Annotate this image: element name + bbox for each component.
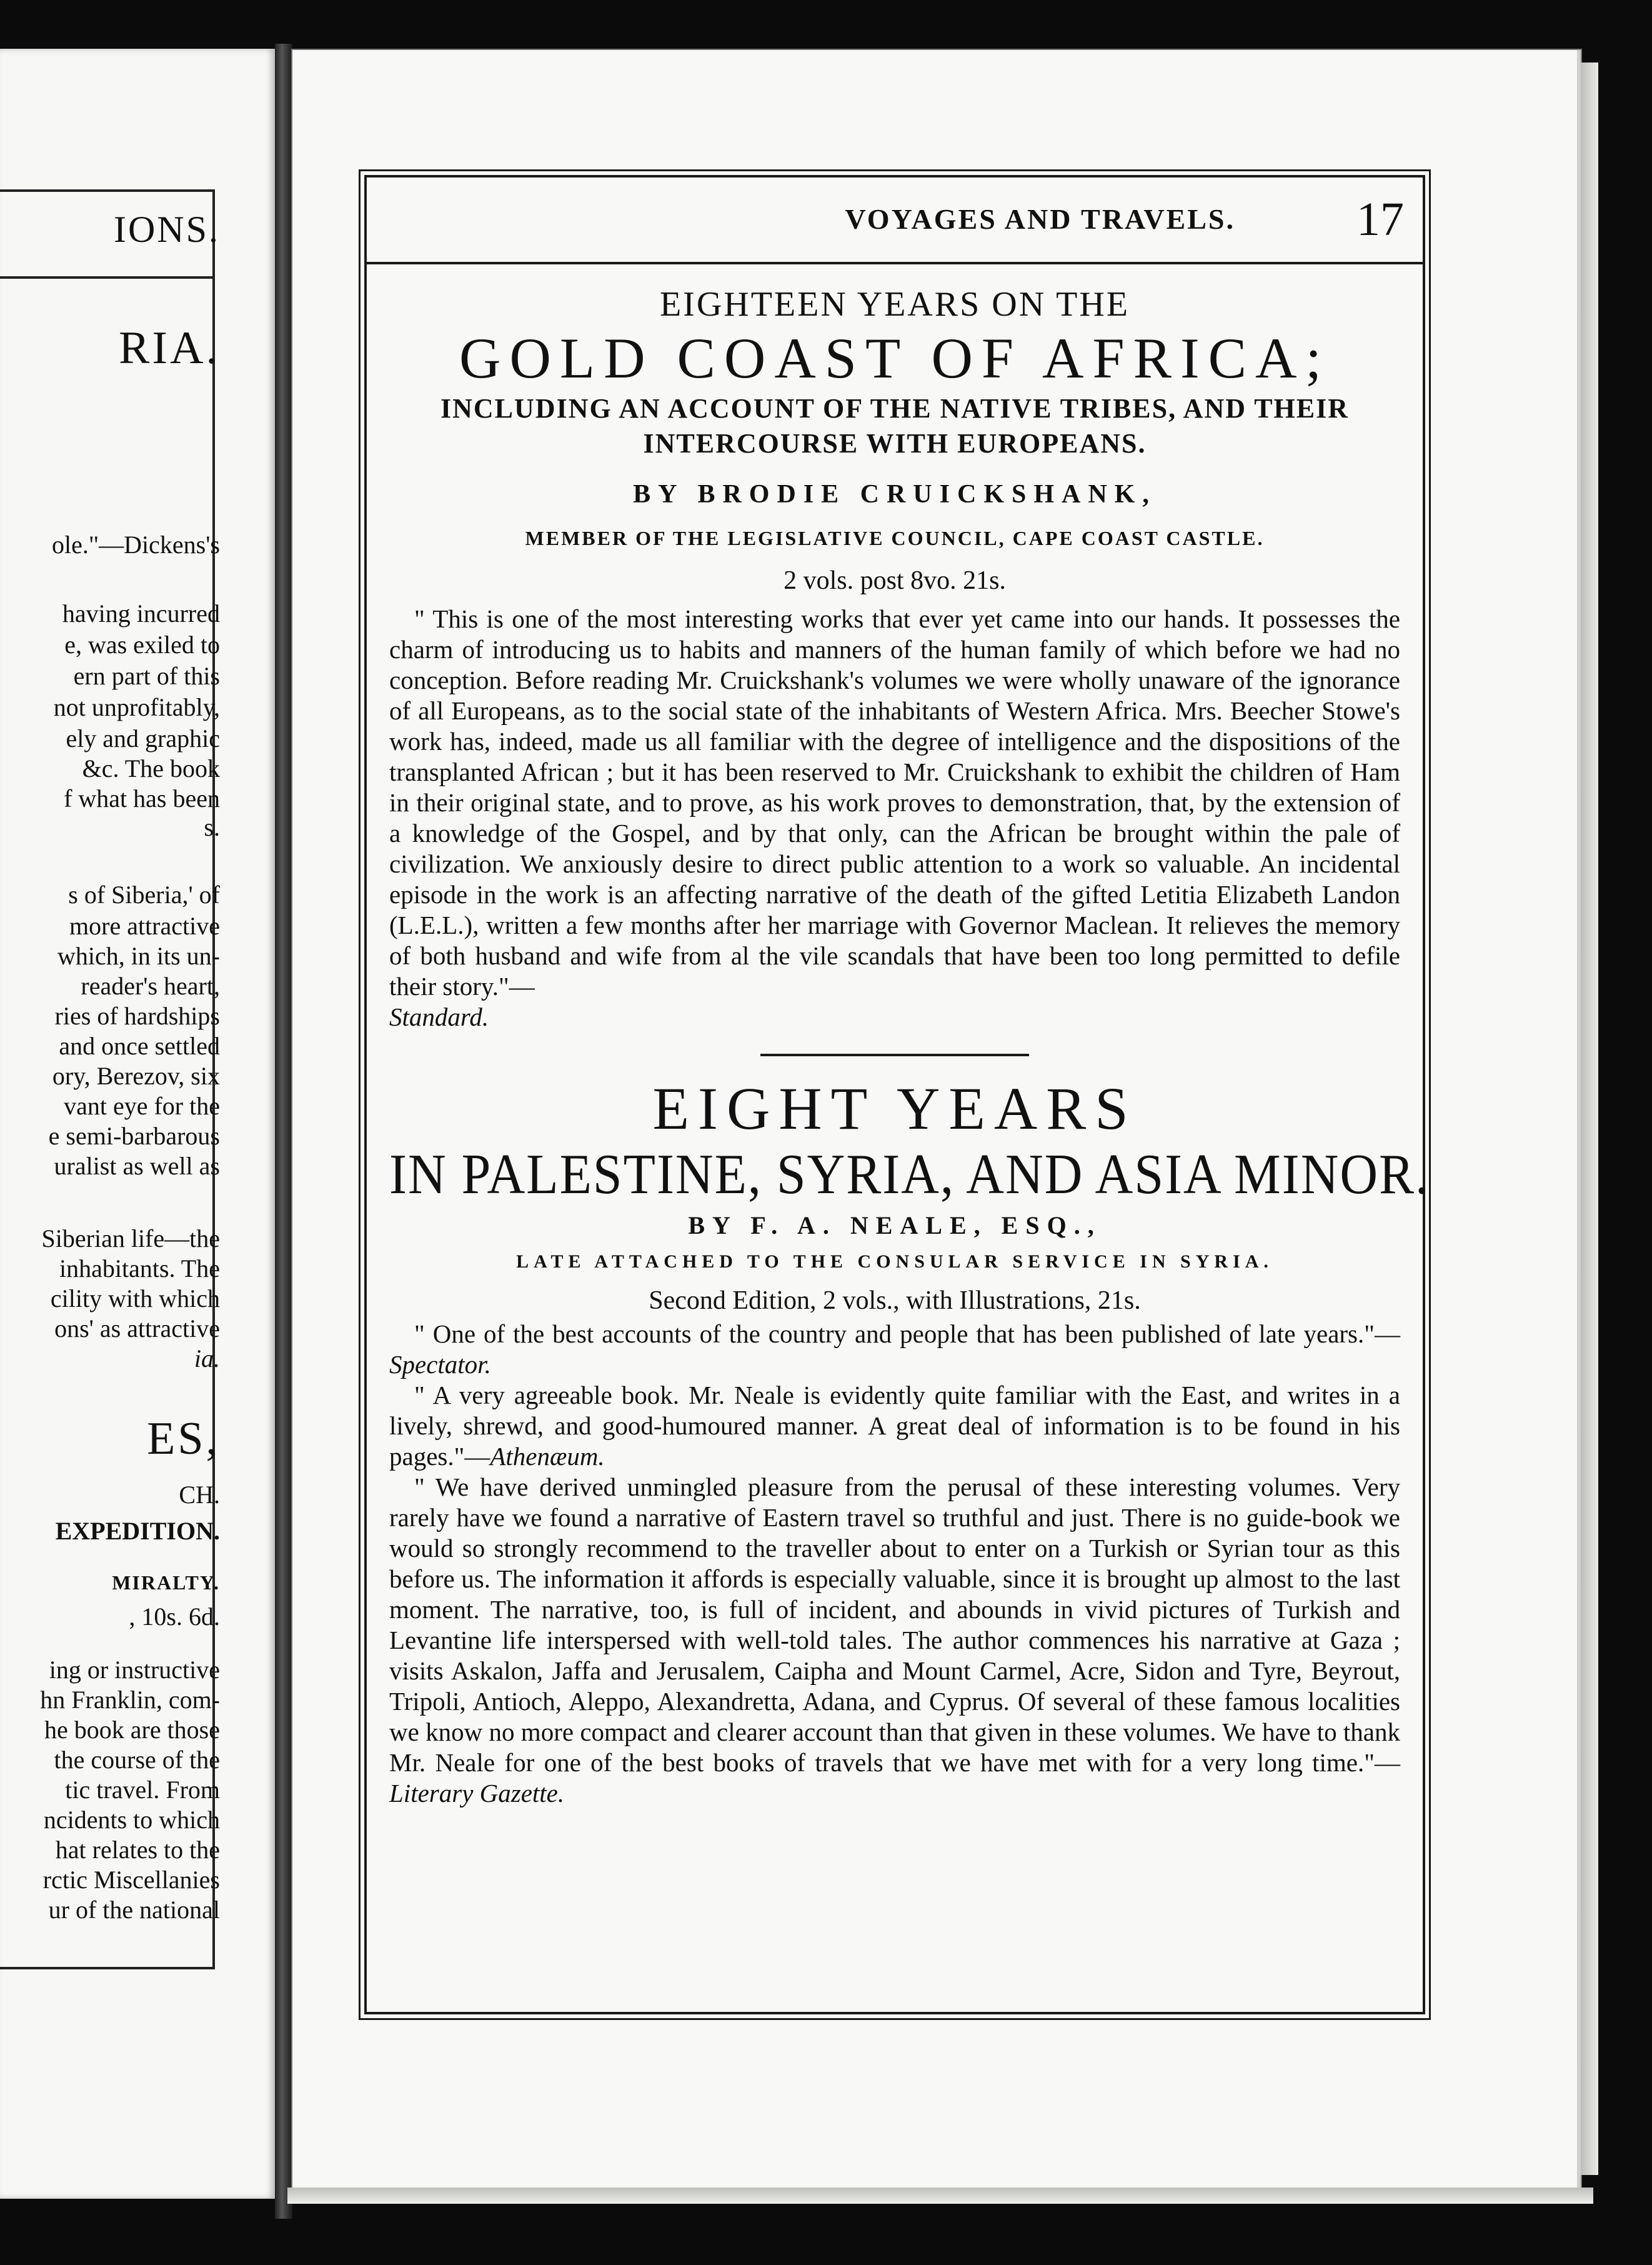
book-gutter [275, 44, 292, 2219]
left-page-line: not unprofitably, [53, 693, 220, 721]
left-page-line: ES, [147, 1413, 220, 1464]
left-page-line: ory, Berezov, six [52, 1062, 220, 1090]
left-page-line: ries of hardships [54, 1002, 220, 1030]
book2-author-role: LATE ATTACHED TO THE CONSULAR SERVICE IN SYRIA. [516, 1251, 1273, 1272]
book1-review-source: Standard. [389, 1002, 489, 1031]
left-page-line: ncidents to which [43, 1806, 220, 1834]
book2-review-3-source: Literary Gazette. [389, 1779, 565, 1808]
left-page-line: which, in its un- [57, 942, 220, 970]
left-page-line: more attractive [69, 912, 220, 940]
left-page-line: ely and graphic [66, 724, 220, 752]
left-page-line: ole."—Dickens's [51, 531, 220, 559]
left-page-line: Siberian life—the [41, 1224, 220, 1252]
section-divider [760, 1054, 1029, 1056]
left-page-line: e, was exiled to [64, 631, 220, 659]
left-page-line: having incurred [62, 599, 220, 628]
book2-review-1 [389, 1319, 1400, 1380]
left-page-line: s. [204, 813, 220, 841]
book2-author: BY F. A. NEALE, ESQ., [688, 1211, 1102, 1239]
left-page-line: inhabitants. The [59, 1254, 220, 1282]
book2-edition: Second Edition, 2 vols., with Illustrations, 21s. [649, 1286, 1141, 1315]
left-page-line: rctic Miscellanies [42, 1866, 220, 1894]
page-number: 17 [1356, 193, 1404, 246]
page-stack-edge [1581, 62, 1598, 2175]
left-page-line: uralist as well as [54, 1152, 220, 1180]
left-page-line: IONS. [113, 209, 220, 250]
left-page-line: f what has been [64, 784, 220, 812]
book1-subtitle-2: INTERCOURSE WITH EUROPEANS. [643, 428, 1147, 459]
left-page-line: hn Franklin, com- [40, 1686, 220, 1714]
book1-edition: 2 vols. post 8vo. 21s. [784, 566, 1006, 595]
book2-review-2 [389, 1380, 1400, 1472]
book1-review [389, 604, 1400, 1032]
book2-title-2: IN PALESTINE, SYRIA, AND ASIA MINOR. [389, 1143, 1430, 1206]
left-facing-page [0, 49, 275, 2199]
book1-author: BY BRODIE CRUICKSHANK, [633, 480, 1157, 509]
left-page-line: tic travel. From [65, 1776, 220, 1804]
right-page [292, 50, 1581, 2191]
running-header [367, 178, 1423, 264]
left-page-line: ons' as attractive [54, 1314, 220, 1342]
page-frame [364, 175, 1430, 2014]
book2-review-2-text: " A very agreeable book. Mr. Neale is evidently quite familiar with the East, and writes in a lively, shrewd, and good-humoured manner. A great deal of information is to be found in his pages."— [389, 1381, 1400, 1471]
left-page-line: and once settled [59, 1032, 220, 1060]
book2-review-2-source: Athenæum. [490, 1442, 605, 1471]
book2-review-1-source: Spectator. [389, 1350, 491, 1379]
left-page-line: ing or instructive [49, 1656, 220, 1684]
book1-author-role: MEMBER OF THE LEGISLATIVE COUNCIL, CAPE COAST CASTLE. [525, 527, 1265, 549]
book1-preface-line: EIGHTEEN YEARS ON THE [659, 285, 1130, 324]
left-page-line: he book are those [44, 1716, 220, 1744]
left-page-line: ern part of this [73, 662, 220, 690]
left-page-line: CH. [179, 1481, 220, 1509]
book2-title-1: EIGHT YEARS [652, 1075, 1137, 1142]
book1-review-text: " This is one of the most interesting works that ever yet came into our hands. It possesses the charm of introducing us to habits and manners of the human family of which before we had no conception. Before reading Mr. Cruickshank's volumes we were wholly unaware of the ignorance of all Europeans, as to the social state of the inhabitants of Western Africa. Mrs. Beecher Stowe's work has, indeed, made us all familiar with the degree of intelligence and the dispositions of the transplanted African ; but it has been reserved to Mr. Cruickshank to exhibit the children of Ham in their original state, and to prove, as his work proves to demonstration, that, by the extension of a knowledge of the Gospel, and by that only, can the African be brought within the pale of civilization. We anxiously desire to direct public attention to a work so valuable. An incidental episode in the work is an affecting narrative of the death of the gifted Letitia Elizabeth Landon (L.E.L.), written a few months after her marriage with Governor Maclean. It relieves the memory of both husband and wife from al the vile scandals that have been too long permitted to defile their story."— [389, 604, 1400, 1001]
left-page-line: &c. The book [82, 754, 220, 782]
book1-subtitle-1: INCLUDING AN ACCOUNT OF THE NATIVE TRIBES, AND THEIR [440, 393, 1350, 424]
left-page-line: cility with which [50, 1284, 220, 1312]
page-stack-bottom [287, 2188, 1593, 2204]
book2-review-3 [389, 1472, 1400, 1809]
left-page-line: s of Siberia,' of [68, 881, 220, 909]
left-page-line: ur of the national [48, 1896, 220, 1924]
left-page-line: hat relates to the [55, 1836, 220, 1864]
book2-review-3-text: " We have derived unmingled pleasure from the perusal of these interesting volumes. Very rarely have we found a narrative of Eastern travel so truthful and just. There is no guide-book we would so strongly recommend to the traveller about to enter on a Turkish or Syrian tour as this before us. The information it affords is especially valuable, since it is brought up almost to the last moment. The narrative, too, is full of incident, and abounds in vivid pictures of Turkish and Levantine life interspersed with well-told tales. The author commences his narrative at Gaza ; visits Askalon, Jaffa and Jerusalem, Caipha and Mount Carmel, Acre, Sidon and Tyre, Beyrout, Tripoli, Antioch, Aleppo, Alexandretta, Adana, and Cyprus. Of several of these famous localities we know no more compact and clearer account than that given in these volumes. We have to thank Mr. Neale for one of the best books of travels that we have met with for a very long time."— [389, 1472, 1400, 1777]
book2-review-1-text: " One of the best accounts of the country and people that has been published of late years."— [414, 1319, 1400, 1348]
advert-eight-years [389, 1075, 1430, 1809]
left-page-line: reader's heart, [81, 972, 220, 1000]
left-page-line: , 10s. 6d. [129, 1602, 220, 1631]
running-title: VOYAGES AND TRAVELS. [845, 203, 1235, 235]
left-page-line: ia. [194, 1344, 220, 1372]
left-page-line: EXPEDITION. [55, 1517, 220, 1545]
advert-gold-coast [389, 284, 1400, 1032]
left-page-line: vant eye for the [64, 1092, 220, 1120]
page-content [389, 284, 1430, 1809]
left-page-line: the course of the [54, 1746, 220, 1774]
left-header-rule [0, 276, 212, 279]
left-page-line: RIA. [119, 322, 220, 374]
left-page-line: MIRALTY. [112, 1571, 220, 1594]
book1-title: GOLD COAST OF AFRICA; [459, 326, 1330, 390]
left-page-line: e semi-barbarous [48, 1122, 220, 1150]
